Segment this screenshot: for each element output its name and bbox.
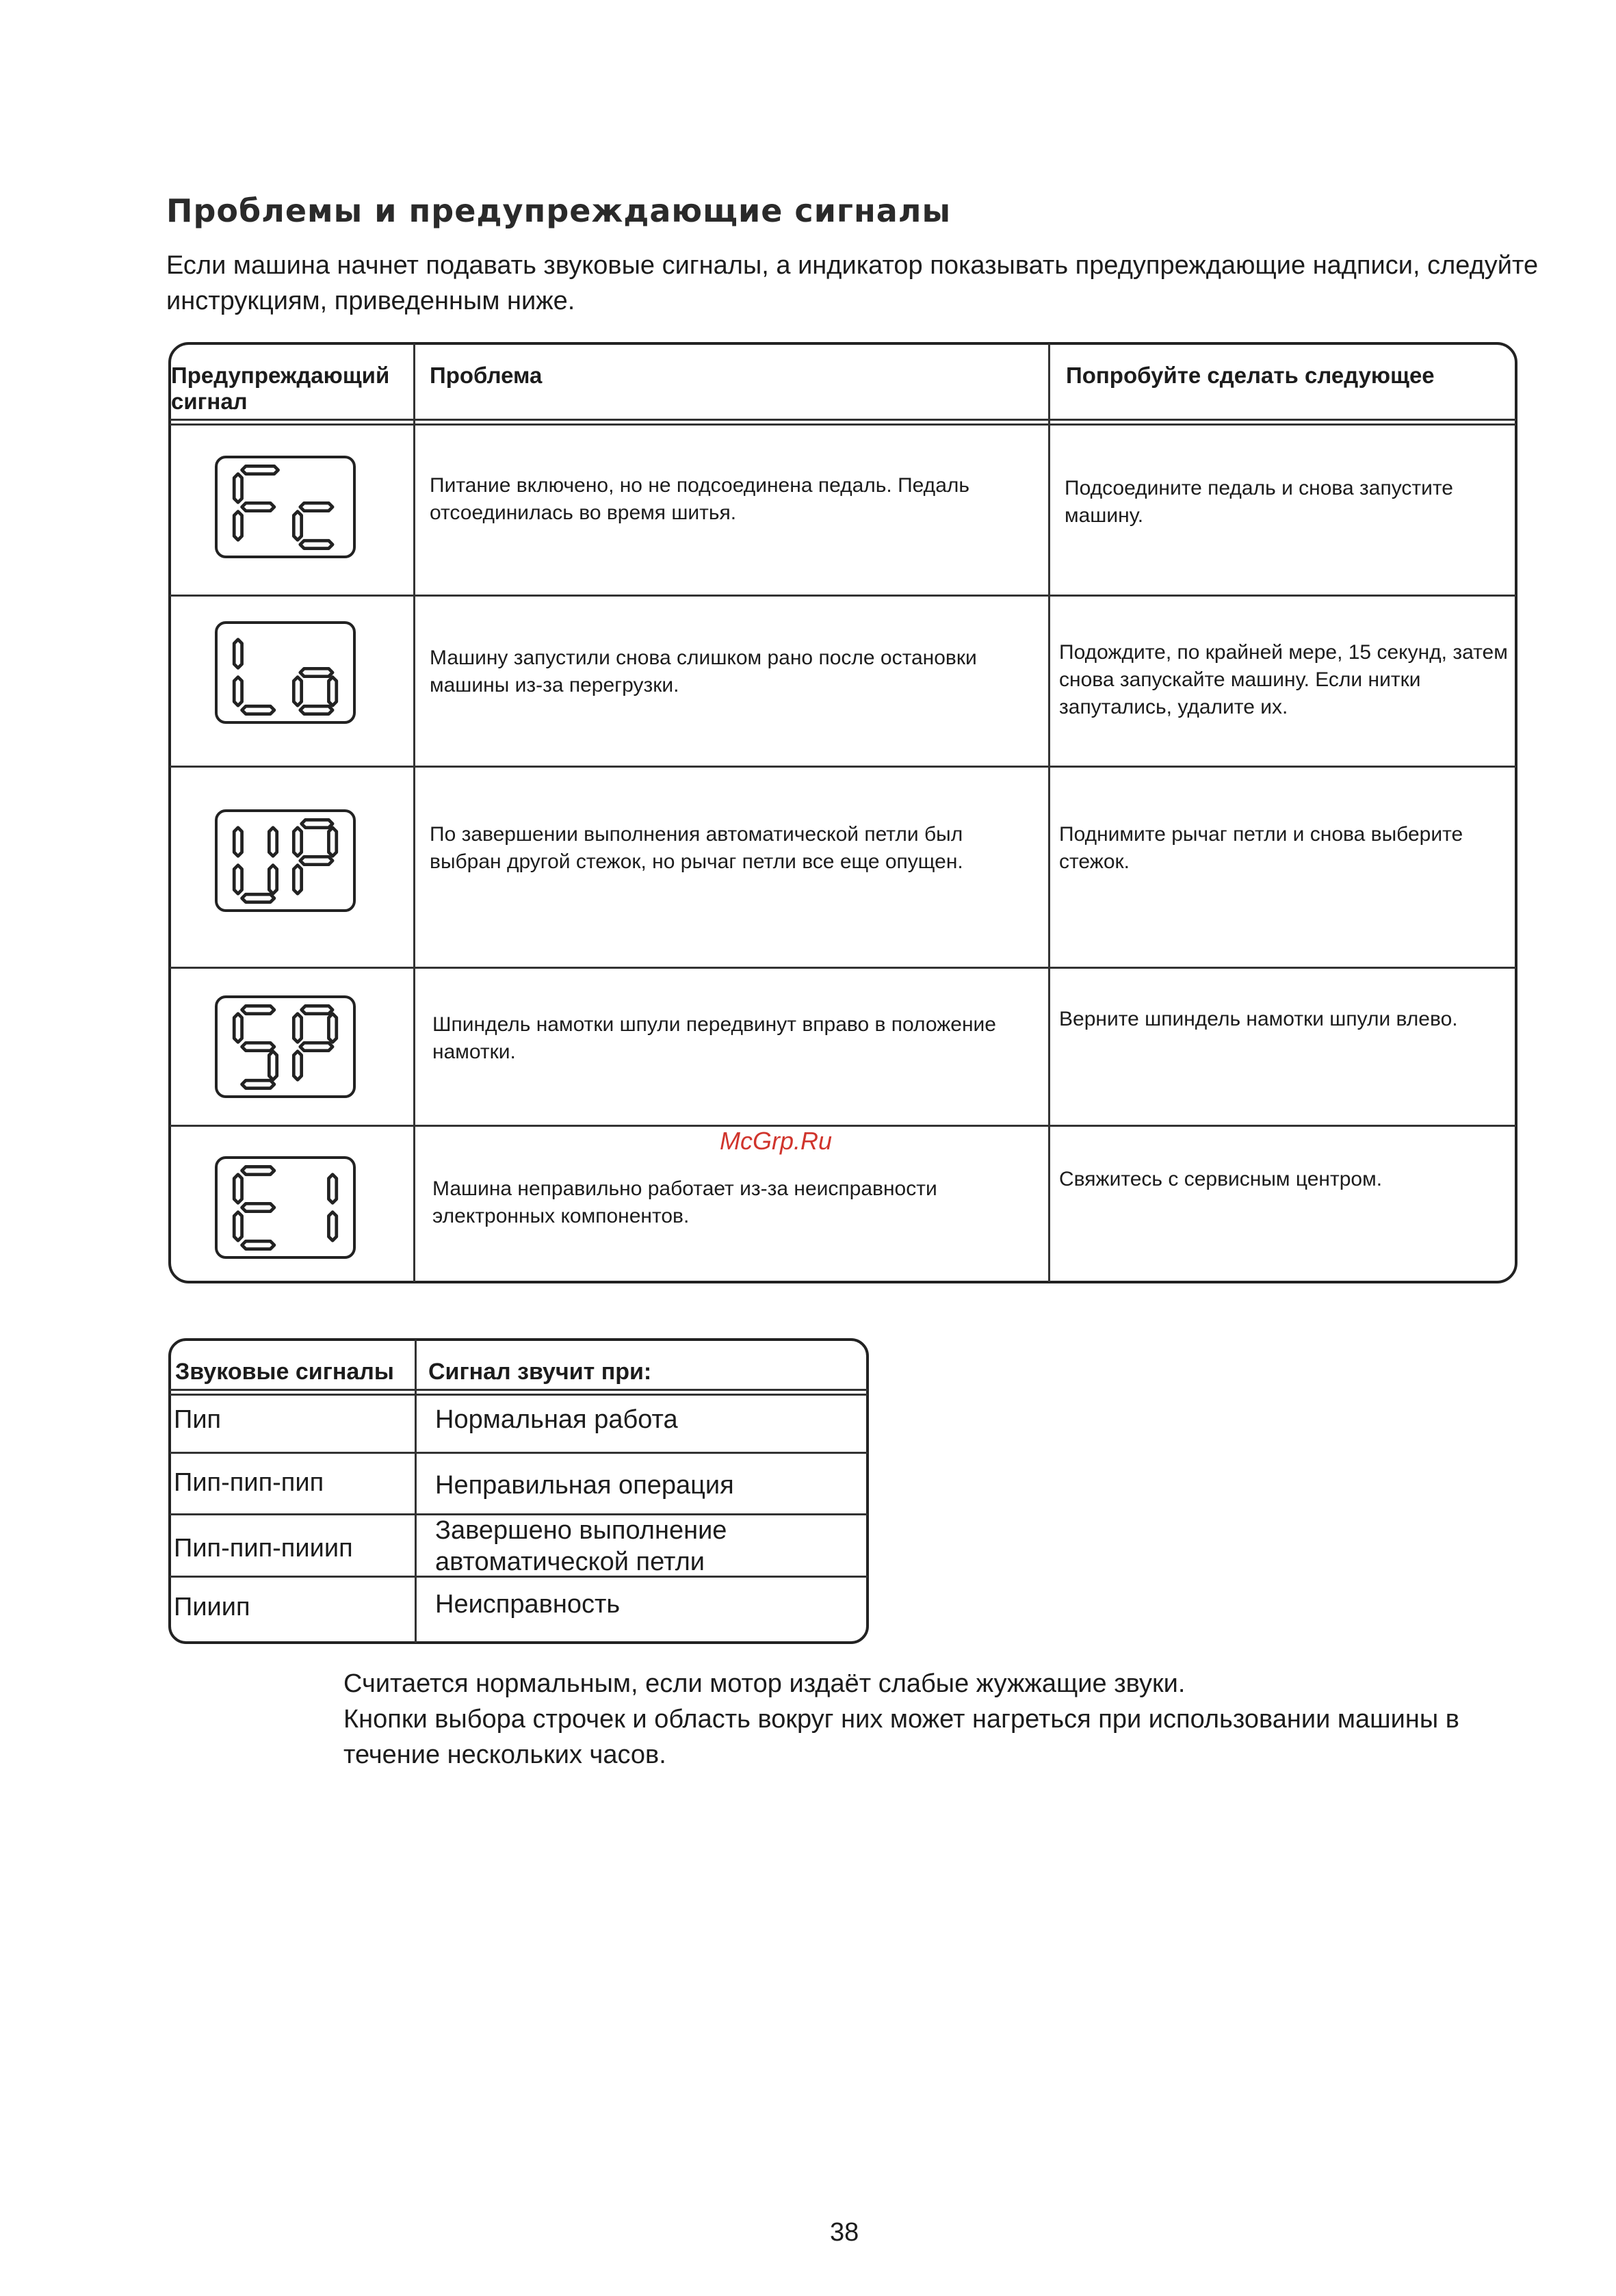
column-divider: [1048, 343, 1050, 1282]
column-divider: [413, 343, 415, 1282]
row-divider: [170, 1452, 868, 1454]
lcd-display-up: [215, 809, 356, 912]
problem-text-up: По завершении выполнения автоматической петли был выбран другой стежок, но рычаг петли все еще опущен.: [430, 823, 963, 873]
intro-paragraph: Если машина начнет подавать звуковые сигналы, а индикатор показывать предупреждающие надписи, следуйте инструкциям, приведенным ниже.: [166, 251, 1539, 315]
header-sound: Звуковые сигналы: [175, 1359, 394, 1385]
lcd-display-e1: [215, 1156, 356, 1259]
problem-text-lo: Машину запустили снова слишком рано после остановки машины из-за перегрузки.: [430, 647, 977, 696]
notes: [343, 1666, 1507, 1773]
row-divider: [170, 766, 1516, 768]
problem-text-e1: Машина неправильно работает из-за неисправности электронных компонентов.: [432, 1177, 937, 1227]
problem-text-fc: Питание включено, но не подсоединена педаль. Педаль отсоединилась во время шитья.: [430, 474, 970, 524]
page-number: 38: [830, 2218, 859, 2247]
sound-description: Неправильная операция: [435, 1471, 734, 1500]
column-divider: [415, 1340, 417, 1643]
sound-label: Пип-пип-пииип: [174, 1534, 353, 1563]
action-text-fc: Подсоедините педаль и снова запустите машину.: [1065, 477, 1453, 527]
header-action: Попробуйте сделать следующее: [1066, 363, 1435, 388]
header-signal: Предупреждающий сигнал: [171, 363, 390, 414]
row-divider: [170, 1125, 1516, 1127]
row-divider: [170, 1389, 868, 1391]
row-divider: [170, 595, 1516, 597]
lcd-display-sp: [215, 995, 356, 1098]
row-divider: [170, 423, 1516, 426]
header-problem: Проблема: [430, 363, 543, 388]
action-text-lo: Подождите, по крайней мере, 15 секунд, затем снова запускайте машину. Если нитки запутались, удалите их.: [1059, 641, 1508, 718]
problem-text-sp: Шпиндель намотки шпули передвинут вправо в положение намотки.: [432, 1013, 996, 1063]
note-line: Кнопки выбора строчек и область вокруг них может нагреться при использовании машины в течение нескольких часов.: [343, 1705, 1459, 1769]
lcd-display-fc: [215, 456, 356, 558]
sound-label: Пииип: [174, 1593, 250, 1621]
action-text-up: Поднимите рычаг петли и снова выберите стежок.: [1059, 823, 1463, 873]
sound-label: Пип: [174, 1405, 222, 1434]
action-text-sp: Верните шпиндель намотки шпули влево.: [1059, 1008, 1458, 1030]
row-divider: [170, 419, 1516, 421]
sound-description: Неисправность: [435, 1590, 621, 1619]
header-when: Сигнал звучит при:: [428, 1359, 652, 1385]
row-divider: [170, 1394, 868, 1396]
lcd-display-lo: [215, 621, 356, 724]
top-edge-strip: [0, 0, 1616, 4]
row-divider: [170, 967, 1516, 969]
action-text-e1: Свяжитесь с сервисным центром.: [1059, 1168, 1383, 1190]
sound-description: Нормальная работа: [435, 1405, 678, 1434]
sound-label: Пип-пип-пип: [174, 1468, 324, 1497]
page-title: Проблемы и предупреждающие сигналы: [166, 192, 952, 229]
watermark: McGrp.Ru: [720, 1127, 833, 1155]
note-line: Считается нормальным, если мотор издаёт слабые жужжащие звуки.: [343, 1669, 1186, 1698]
sound-description: Завершено выполнение автоматической петли: [435, 1516, 727, 1576]
